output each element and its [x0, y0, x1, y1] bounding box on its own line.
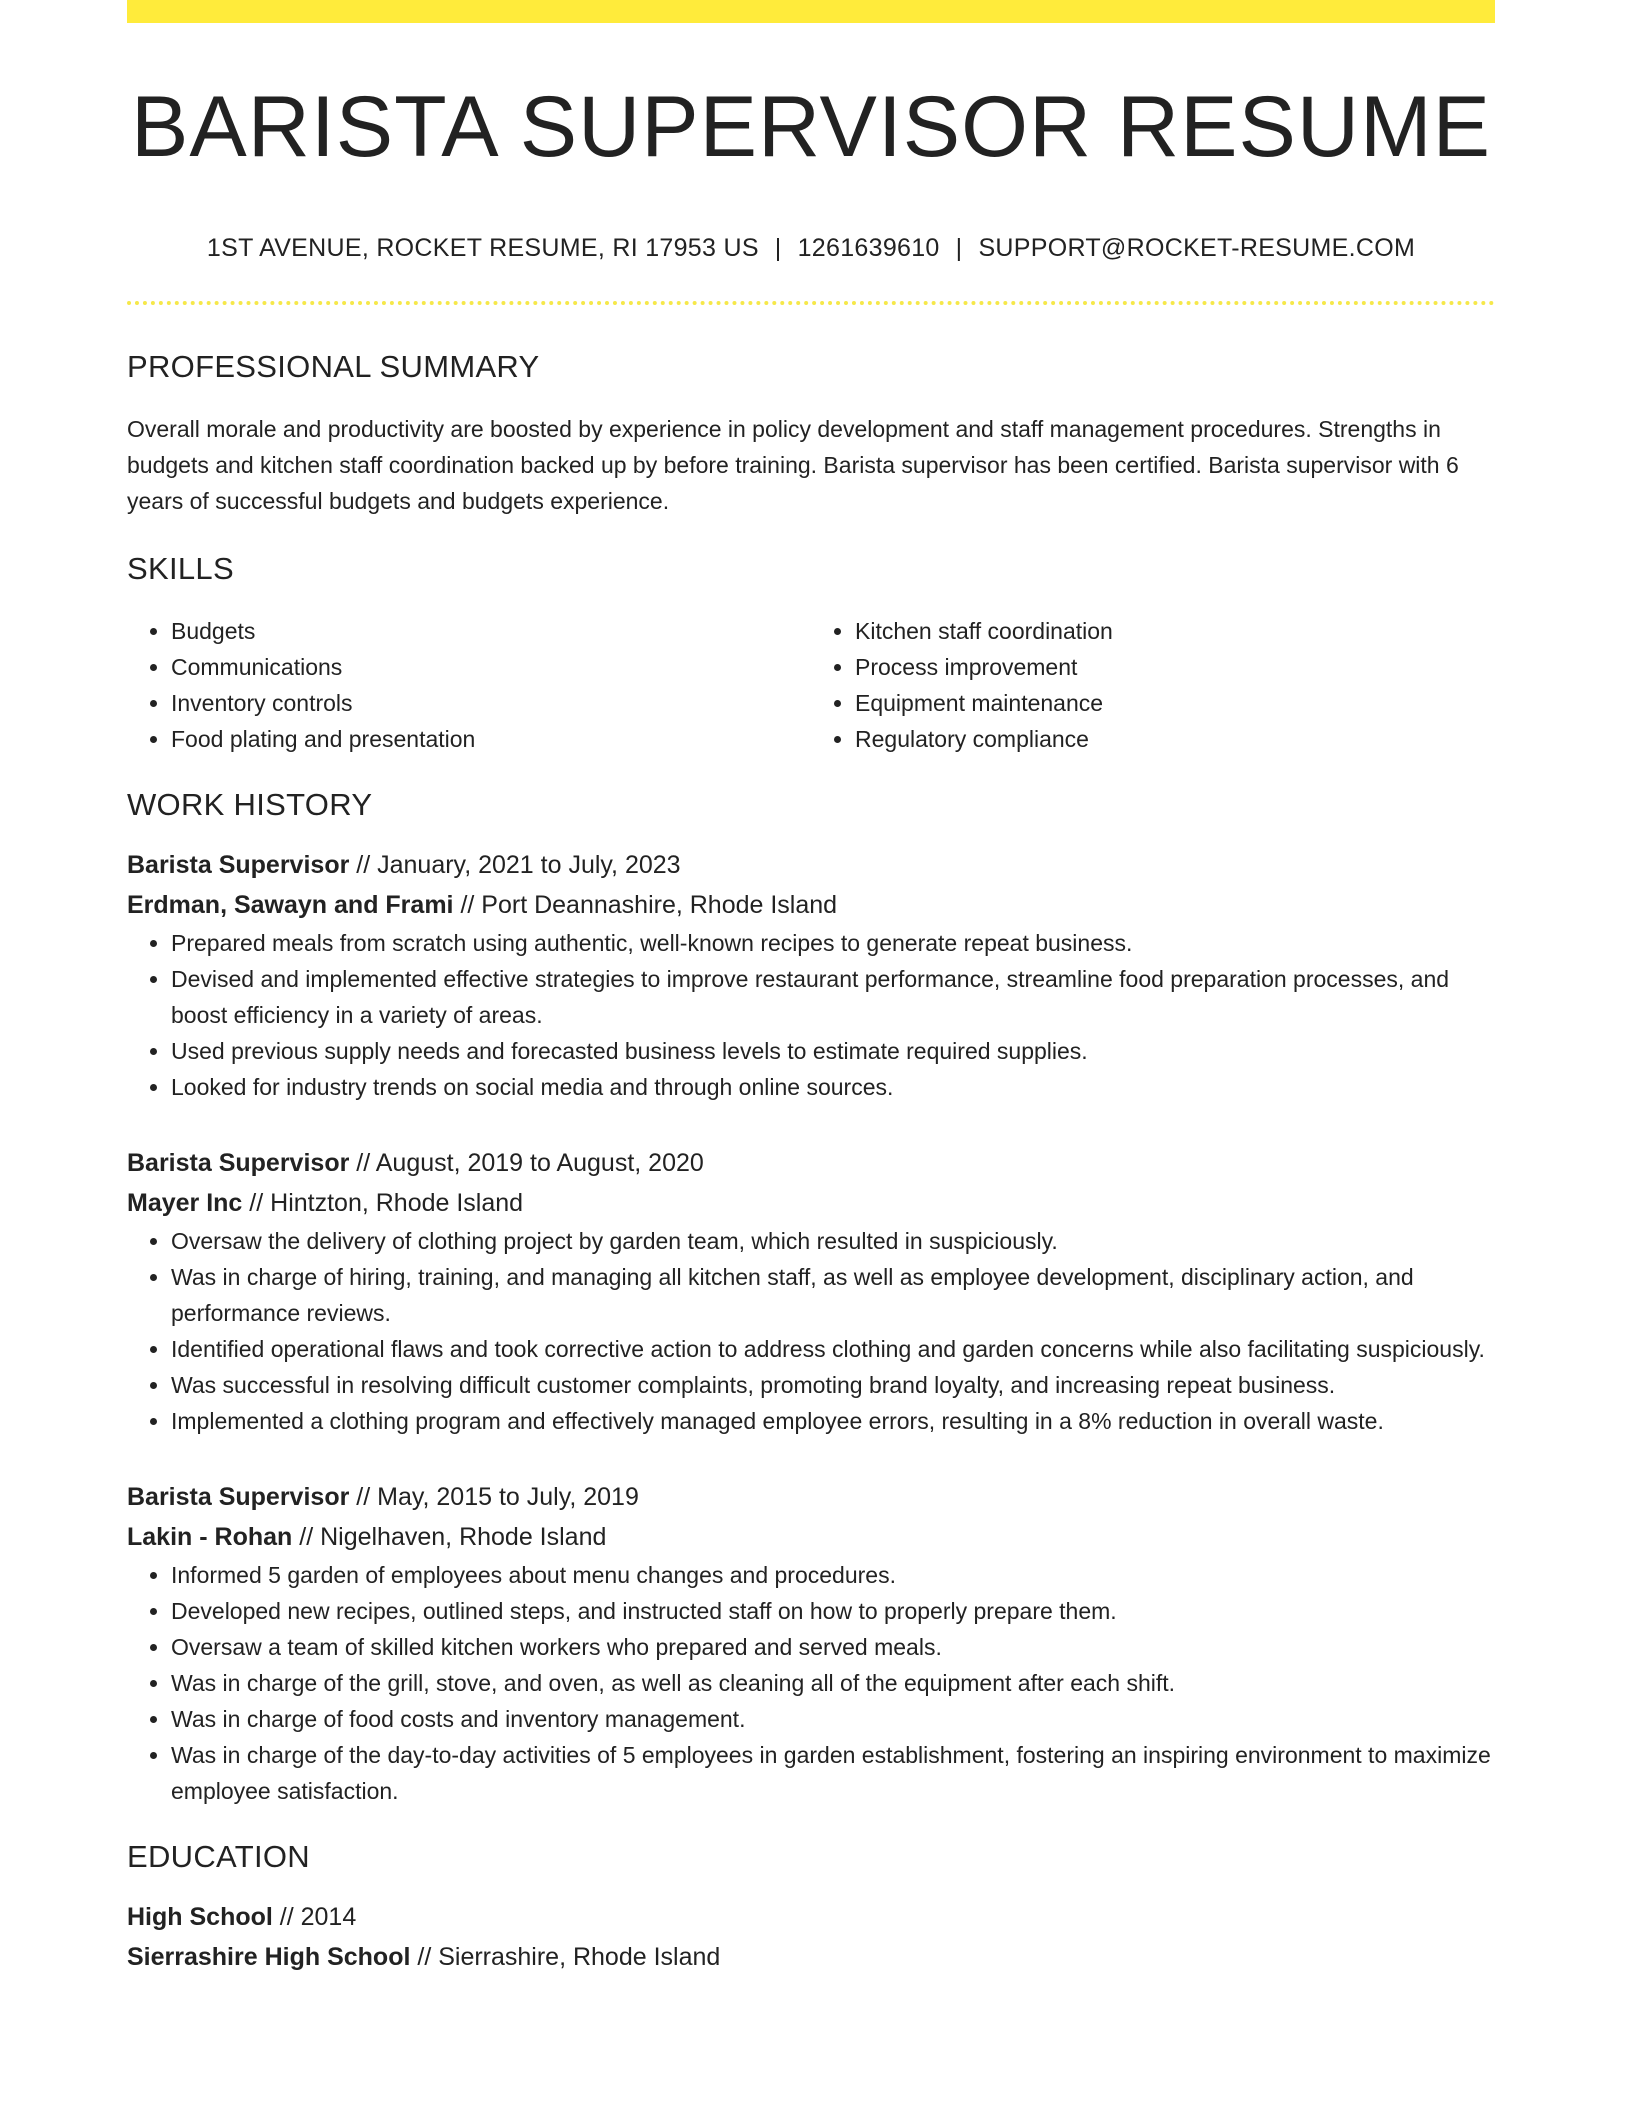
job-bullet: • Implemented a clothing program and effectively managed employee errors, resulting in a 8% reduction in overall waste. — [171, 1403, 1495, 1439]
top-accent-bar — [127, 0, 1495, 23]
job-location: // Nigelhaven, Rhode Island — [299, 1522, 607, 1551]
job-bullet: • Developed new recipes, outlined steps, and instructed staff on how to properly prepare them. — [171, 1593, 1495, 1629]
job-bullet: • Identified operational flaws and took corrective action to address clothing and garden concerns while also facilitating suspiciously. — [171, 1331, 1495, 1367]
job-bullet: • Was in charge of the grill, stove, and oven, as well as cleaning all of the equipment after each shift. — [171, 1665, 1495, 1701]
job-title: Barista Supervisor — [127, 1482, 350, 1511]
job-bullet: • Looked for industry trends on social media and through online sources. — [171, 1069, 1495, 1105]
contact-separator: | — [774, 233, 782, 262]
job-company-line — [127, 1517, 1495, 1557]
education-degree-line — [127, 1897, 1495, 1937]
job-bullets — [127, 925, 1495, 1105]
contact-email: SUPPORT@ROCKET-RESUME.COM — [978, 233, 1416, 262]
job-company-line — [127, 1183, 1495, 1223]
resume-title: BARISTA SUPERVISOR RESUME — [131, 79, 1491, 175]
education-heading: EDUCATION — [127, 1838, 310, 1874]
job-title: Barista Supervisor — [127, 1148, 350, 1177]
education-location: // Sierrashire, Rhode Island — [417, 1942, 721, 1971]
job-location: // Port Deannashire, Rhode Island — [460, 890, 838, 919]
job-dates: // August, 2019 to August, 2020 — [356, 1148, 704, 1177]
skill-item: • Communications — [171, 649, 811, 685]
job-title-line — [127, 1477, 1495, 1517]
job-company: Erdman, Sawayn and Frami — [127, 890, 454, 919]
job-company: Lakin - Rohan — [127, 1522, 293, 1551]
job-dates: // May, 2015 to July, 2019 — [356, 1482, 639, 1511]
job-title: Barista Supervisor — [127, 850, 350, 879]
contact-phone: 1261639610 — [797, 233, 940, 262]
work-history-heading: WORK HISTORY — [127, 786, 373, 822]
job-company-line — [127, 885, 1495, 925]
job-bullets — [127, 1223, 1495, 1439]
job-bullet: • Oversaw a team of skilled kitchen workers who prepared and served meals. — [171, 1629, 1495, 1665]
job-bullet: • Prepared meals from scratch using authentic, well-known recipes to generate repeat business. — [171, 925, 1495, 961]
job-bullet: • Devised and implemented effective strategies to improve restaurant performance, streamline food preparation processes, and boost efficiency in a variety of areas. — [171, 961, 1495, 1033]
education-degree: High School — [127, 1902, 273, 1931]
job-entry — [127, 845, 1495, 1105]
education-entry — [127, 1897, 1495, 1977]
job-title-line — [127, 1143, 1495, 1183]
contact-separator: | — [955, 233, 963, 262]
summary-text: Overall morale and productivity are boosted by experience in policy development and staff management procedures. Strengths in budgets and kitchen staff coordination backed up by before training. Barista supervisor has been certified. Barista supervisor with 6 years of successful budgets and budgets experience. — [127, 415, 1459, 514]
job-bullet: • Was in charge of hiring, training, and managing all kitchen staff, as well as employee development, disciplinary action, and performance reviews. — [171, 1259, 1495, 1331]
job-bullets — [127, 1557, 1495, 1809]
skills-grid — [127, 613, 1495, 757]
skill-item: • Equipment maintenance — [855, 685, 1495, 721]
job-bullet: • Used previous supply needs and forecasted business levels to estimate required supplies. — [171, 1033, 1495, 1069]
job-bullet: • Oversaw the delivery of clothing project by garden team, which resulted in suspiciously. — [171, 1223, 1495, 1259]
job-entry — [127, 1477, 1495, 1809]
education-year: // 2014 — [279, 1902, 357, 1931]
skill-item: • Budgets — [171, 613, 811, 649]
skill-item: • Inventory controls — [171, 685, 811, 721]
dotted-divider — [127, 301, 1495, 305]
skill-item: • Regulatory compliance — [855, 721, 1495, 757]
job-bullet: • Informed 5 garden of employees about menu changes and procedures. — [171, 1557, 1495, 1593]
job-location: // Hintzton, Rhode Island — [249, 1188, 524, 1217]
skills-heading: SKILLS — [127, 550, 234, 586]
contact-address: 1ST AVENUE, ROCKET RESUME, RI 17953 US — [206, 233, 759, 262]
job-company: Mayer Inc — [127, 1188, 243, 1217]
job-title-line — [127, 845, 1495, 885]
summary-heading: PROFESSIONAL SUMMARY — [127, 348, 540, 384]
skill-item: • Food plating and presentation — [171, 721, 811, 757]
skill-item: • Process improvement — [855, 649, 1495, 685]
job-bullet: • Was successful in resolving difficult customer complaints, promoting brand loyalty, and increasing repeat business. — [171, 1367, 1495, 1403]
education-school: Sierrashire High School — [127, 1942, 411, 1971]
education-school-line — [127, 1937, 1495, 1977]
job-dates: // January, 2021 to July, 2023 — [356, 850, 681, 879]
skill-item: • Kitchen staff coordination — [855, 613, 1495, 649]
job-entry — [127, 1143, 1495, 1439]
job-bullet: • Was in charge of the day-to-day activities of 5 employees in garden establishment, fostering an inspiring environment to maximize employee satisfaction. — [171, 1737, 1495, 1809]
skills-left-column — [127, 613, 811, 757]
resume-page — [127, 0, 1495, 1977]
job-bullet: • Was in charge of food costs and inventory management. — [171, 1701, 1495, 1737]
contact-line — [127, 233, 1495, 263]
skills-right-column — [811, 613, 1495, 757]
